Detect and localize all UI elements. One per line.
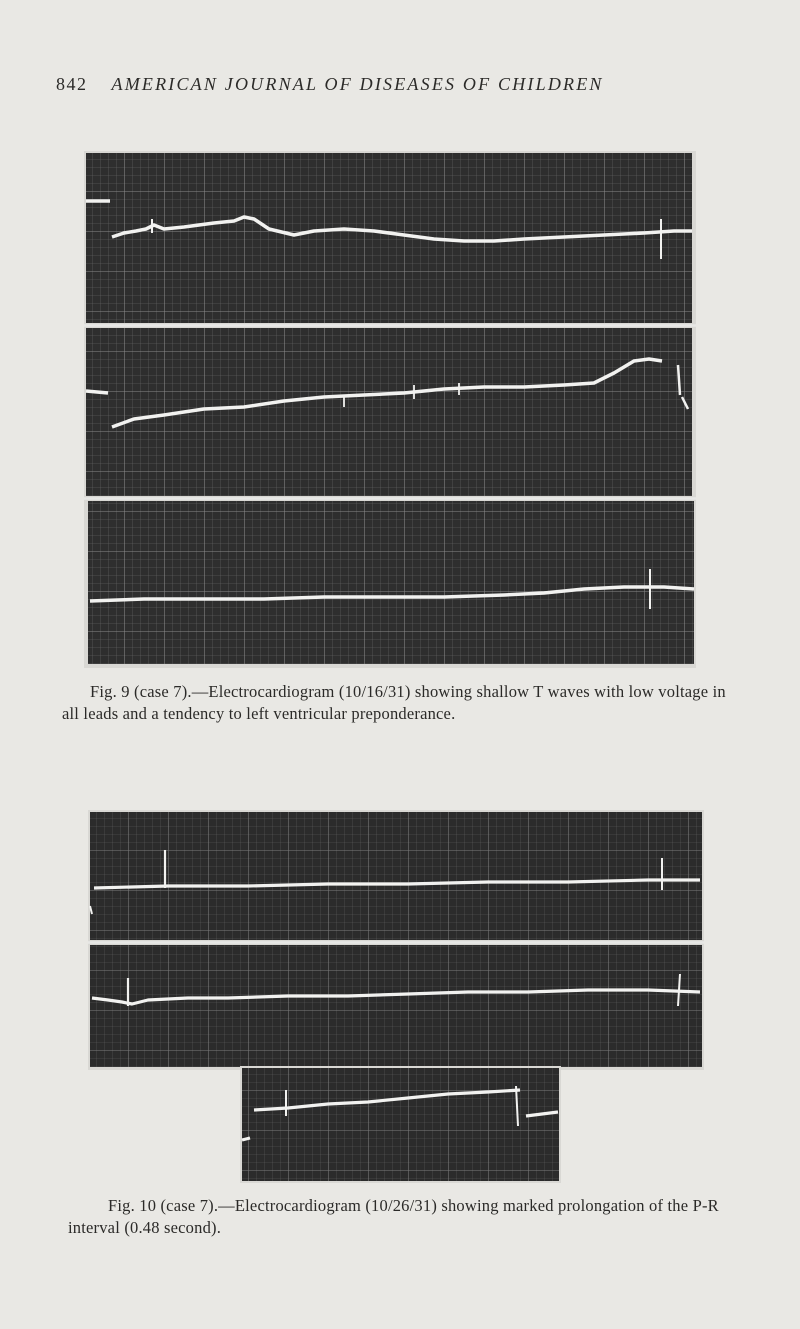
figure-9-ecg — [84, 151, 696, 668]
figure-9-caption: Fig. 9 (case 7).—Electrocardiogram (10/16/31) showing shallow T waves with low voltage in all leads and a tendency to left ventricular preponderance. — [62, 682, 726, 723]
page-header — [56, 74, 604, 95]
lead-3-strip — [88, 501, 694, 664]
lead-2-strip — [90, 945, 702, 1067]
figure-10-ecg — [88, 810, 706, 1184]
page-number: 842 — [56, 74, 88, 94]
lead-1-strip — [86, 153, 692, 323]
journal-title: AMERICAN JOURNAL OF DISEASES OF CHILDREN — [111, 74, 604, 94]
lead-1-strip — [90, 812, 702, 940]
figure-10-caption: Fig. 10 (case 7).—Electrocardiogram (10/26/31) showing marked prolongation of the P-R interval (0.48 second). — [68, 1196, 719, 1237]
lead-3-strip — [242, 1068, 559, 1181]
